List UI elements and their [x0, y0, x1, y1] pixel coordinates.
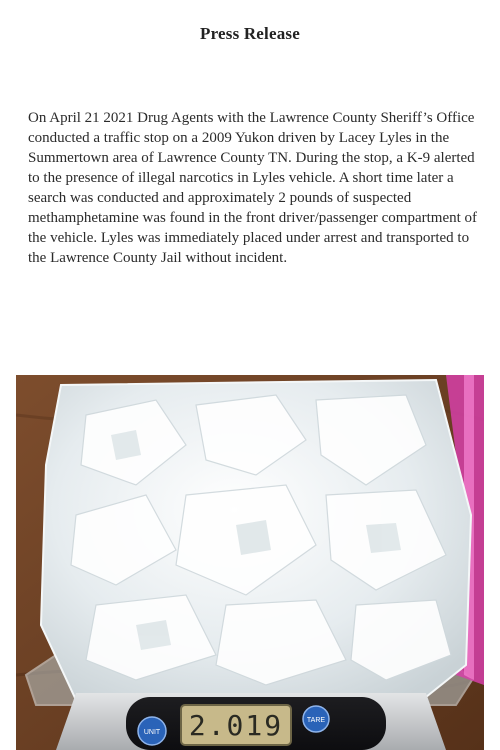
- scale-display-reading: 2.019: [188, 709, 284, 742]
- unit-button[interactable]: [138, 717, 166, 745]
- tare-button[interactable]: [303, 706, 329, 732]
- unit-button-label: UNIT: [143, 729, 161, 736]
- tare-button-label: TARE: [306, 717, 326, 724]
- evidence-photo: [16, 375, 484, 750]
- page-title: Press Release: [199, 24, 300, 43]
- press-release-body: On April 21 2021 Drug Agents with the Lawrence County Sheriff’s Office conducted a traffic stop on a 2009 Yukon driven by Lacey Lyles in the Summertown area of Lawrence County TN. During the stop, a K-9 alerted to the presence of illegal narcotics in Lyles vehicle. A short time later a search was conducted and approximately 2 pounds of suspected methamphetamine was found in the front driver/passenger compartment of the vehicle. Lyles was immediately placed under arrest and transported to the Lawrence County Jail without incident.: [28, 110, 478, 266]
